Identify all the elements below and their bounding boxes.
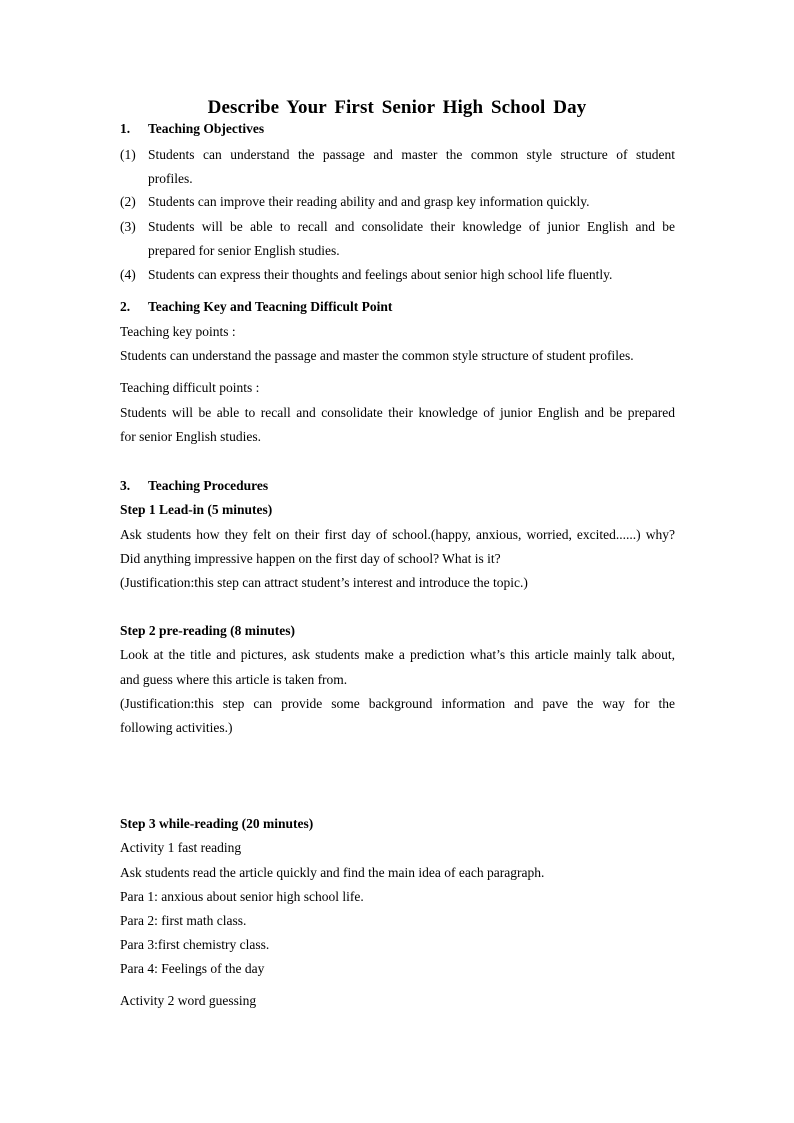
- para-summary-1: Para 1: anxious about senior high school life.: [120, 889, 364, 904]
- section-title: Teaching Key and Teacning Difficult Point: [148, 299, 393, 314]
- key-points-label: Teaching key points :: [120, 324, 236, 339]
- section-heading-objectives: [120, 120, 675, 138]
- difficult-points-text: Students will be able to recall and consolidate their knowledge of junior English and be prepared: [120, 405, 675, 420]
- objective-text: Students can understand the passage and master the common style structure of student: [148, 147, 675, 162]
- objective-text: Students will be able to recall and consolidate their knowledge of junior English and be: [148, 219, 675, 234]
- objective-number: (4): [120, 267, 136, 282]
- objective-item-1-continued: profiles.: [148, 171, 193, 186]
- objective-item-3-continued: prepared for senior English studies.: [148, 243, 340, 258]
- step2-text-line2: and guess where this article is taken from.: [120, 672, 348, 687]
- para-summary-3: Para 3:first chemistry class.: [120, 937, 270, 952]
- objective-item-3: [120, 218, 675, 236]
- difficult-points-text-continued: for senior English studies.: [120, 429, 261, 444]
- objective-text: Students can improve their reading ability and and grasp key information quickly.: [148, 194, 590, 209]
- objective-number: (1): [120, 147, 136, 162]
- section-heading-procedures: [120, 477, 675, 495]
- step2-justification: (Justification:this step can provide some background information and pave the way for the: [120, 696, 675, 711]
- document-title: Describe Your First Senior High School Day: [207, 97, 587, 118]
- activity2-label: Activity 2 word guessing: [120, 993, 257, 1008]
- para-summary-4: Para 4: Feelings of the day: [120, 961, 265, 976]
- step1-justification: (Justification:this step can attract student’s interest and introduce the topic.): [120, 575, 528, 590]
- key-points-text: Students can understand the passage and master the common style structure of student profiles.: [120, 348, 634, 363]
- objective-item-4: [120, 266, 675, 284]
- section-title: Teaching Objectives: [148, 121, 265, 136]
- objective-number: (3): [120, 219, 136, 234]
- step2-heading: Step 2 pre-reading (8 minutes): [120, 623, 295, 638]
- activity1-instruction: Ask students read the article quickly and find the main idea of each paragraph.: [120, 865, 545, 880]
- objective-item-1: [120, 146, 675, 164]
- step1-text-line1: Ask students how they felt on their first day of school.(happy, anxious, worried, excited......) why?: [120, 527, 675, 542]
- section-heading-key-points: [120, 298, 675, 316]
- step1-text-line2: Did anything impressive happen on the first day of school? What is it?: [120, 551, 501, 566]
- section-number: 3.: [120, 478, 131, 493]
- section-number: 2.: [120, 299, 131, 314]
- objective-text: Students can express their thoughts and feelings about senior high school life fluently.: [148, 267, 613, 282]
- section-title: Teaching Procedures: [148, 478, 269, 493]
- objective-number: (2): [120, 194, 136, 209]
- difficult-points-label: Teaching difficult points :: [120, 380, 260, 395]
- para-summary-2: Para 2: first math class.: [120, 913, 247, 928]
- step1-heading: Step 1 Lead-in (5 minutes): [120, 502, 273, 517]
- activity1-label: Activity 1 fast reading: [120, 840, 242, 855]
- step3-heading: Step 3 while-reading (20 minutes): [120, 816, 314, 831]
- step2-text-line1: Look at the title and pictures, ask students make a prediction what’s this article mainly talk about,: [120, 647, 675, 662]
- step2-justification-continued: following activities.): [120, 720, 233, 735]
- section-number: 1.: [120, 121, 131, 136]
- objective-item-2: [120, 193, 675, 211]
